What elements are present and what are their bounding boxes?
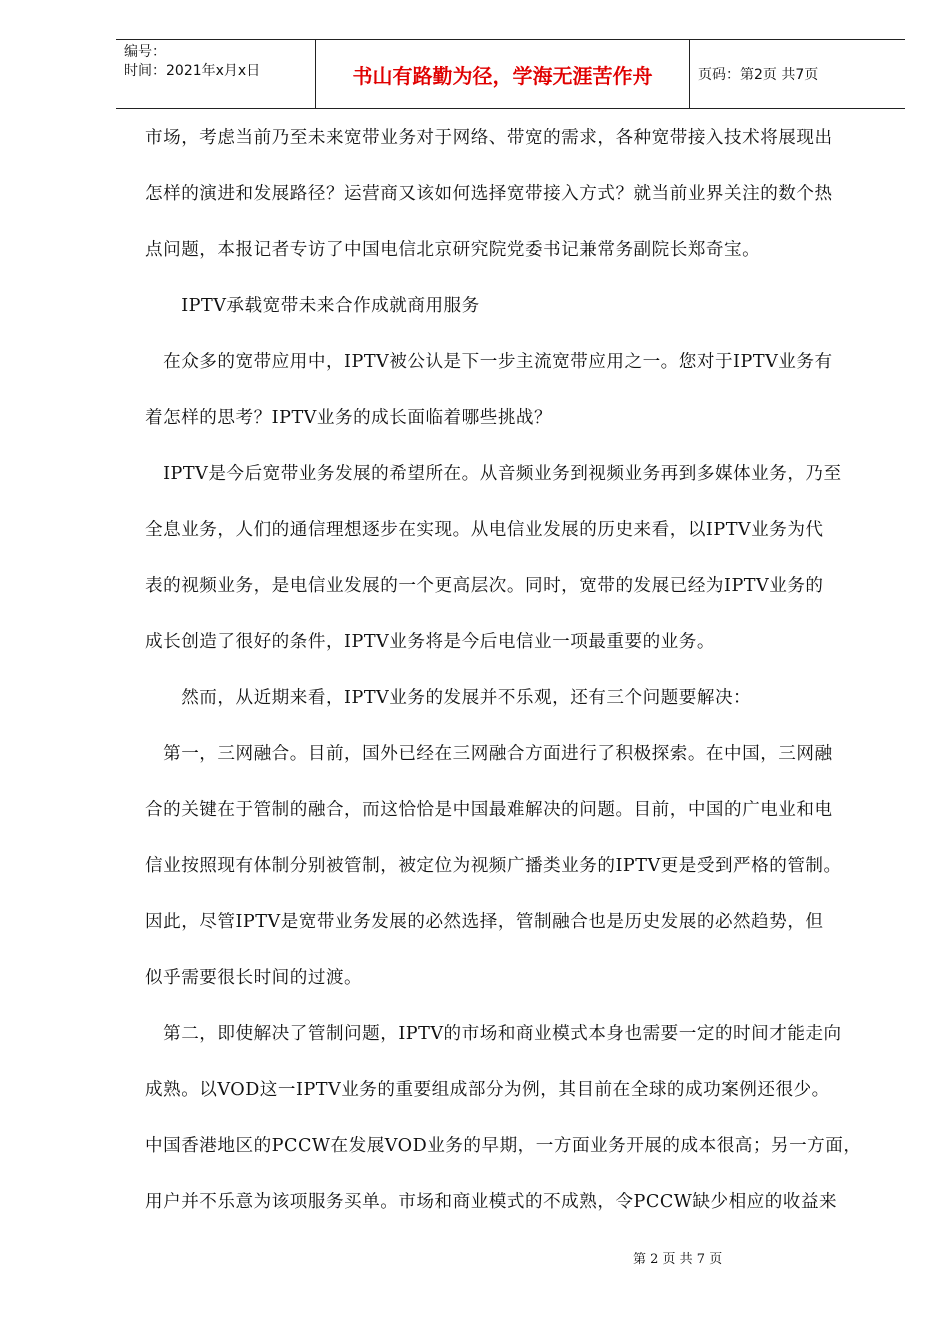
text-line: 因此，尽管IPTV是宽带业务发展的必然选择，管制融合也是历史发展的必然趋势，但: [145, 912, 824, 932]
text-line: 中国香港地区的PCCW在发展VOD业务的早期，一方面业务开展的成本很高；另一方面，: [145, 1136, 862, 1156]
text-line: 点问题，本报记者专访了中国电信北京研究院党委书记兼常务副院长郑奇宝。: [145, 240, 761, 260]
text-line: 在众多的宽带应用中，IPTV被公认是下一步主流宽带应用之一。您对于IPTV业务有: [145, 352, 833, 372]
text-line: IPTV是今后宽带业务发展的希望所在。从音频业务到视频业务再到多媒体业务，乃至: [145, 464, 842, 484]
text-line: 表的视频业务，是电信业发展的一个更高层次。同时，宽带的发展已经为IPTV业务的: [145, 576, 824, 596]
motto-text: 书山有路勤为径，学海无涯苦作舟: [352, 63, 653, 88]
header-page: [690, 40, 905, 108]
page-label: 页码：第2页 共7页: [698, 67, 819, 83]
text-line: 用户并不乐意为该项服务买单。市场和商业模式的不成熟，令PCCW缺少相应的收益来: [145, 1192, 838, 1212]
text-line: 合的关键在于管制的融合，而这恰恰是中国最难解决的问题。目前，中国的广电业和电: [145, 800, 833, 820]
time-label: 时间：2021年x月x日: [124, 63, 261, 79]
number-label: 编号：: [124, 44, 166, 60]
text-line: 成熟。以VOD这一IPTV业务的重要组成部分为例，其目前在全球的成功案例还很少。: [145, 1080, 830, 1100]
text-line: 似乎需要很长时间的过渡。: [145, 968, 363, 988]
footer-page-number: 第 2 页 共 7 页: [633, 1252, 723, 1267]
text-line: 成长创造了很好的条件，IPTV业务将是今后电信业一项最重要的业务。: [145, 632, 715, 652]
header-meta: [116, 40, 316, 108]
text-line: 第一，三网融合。目前，国外已经在三网融合方面进行了积极探索。在中国，三网融: [145, 744, 833, 764]
text-line: 第二，即使解决了管制问题，IPTV的市场和商业模式本身也需要一定的时间才能走向: [145, 1024, 842, 1044]
text-line: 信业按照现有体制分别被管制，被定位为视频广播类业务的IPTV更是受到严格的管制。: [145, 856, 842, 876]
section-heading: IPTV承载宽带未来合作成就商用服务: [145, 296, 480, 316]
text-line: 着怎样的思考？IPTV业务的成长面临着哪些挑战？: [145, 408, 553, 428]
text-line: 怎样的演进和发展路径？运营商又该如何选择宽带接入方式？就当前业界关注的数个热: [145, 184, 833, 204]
text-line: 市场，考虑当前乃至未来宽带业务对于网络、带宽的需求，各种宽带接入技术将展现出: [145, 128, 833, 148]
text-line: 全息业务，人们的通信理想逐步在实现。从电信业发展的历史来看，以IPTV业务为代: [145, 520, 824, 540]
text-line: 然而，从近期来看，IPTV业务的发展并不乐观，还有三个问题要解决：: [145, 688, 752, 708]
header-motto: [316, 40, 690, 108]
page-header: [116, 39, 905, 109]
